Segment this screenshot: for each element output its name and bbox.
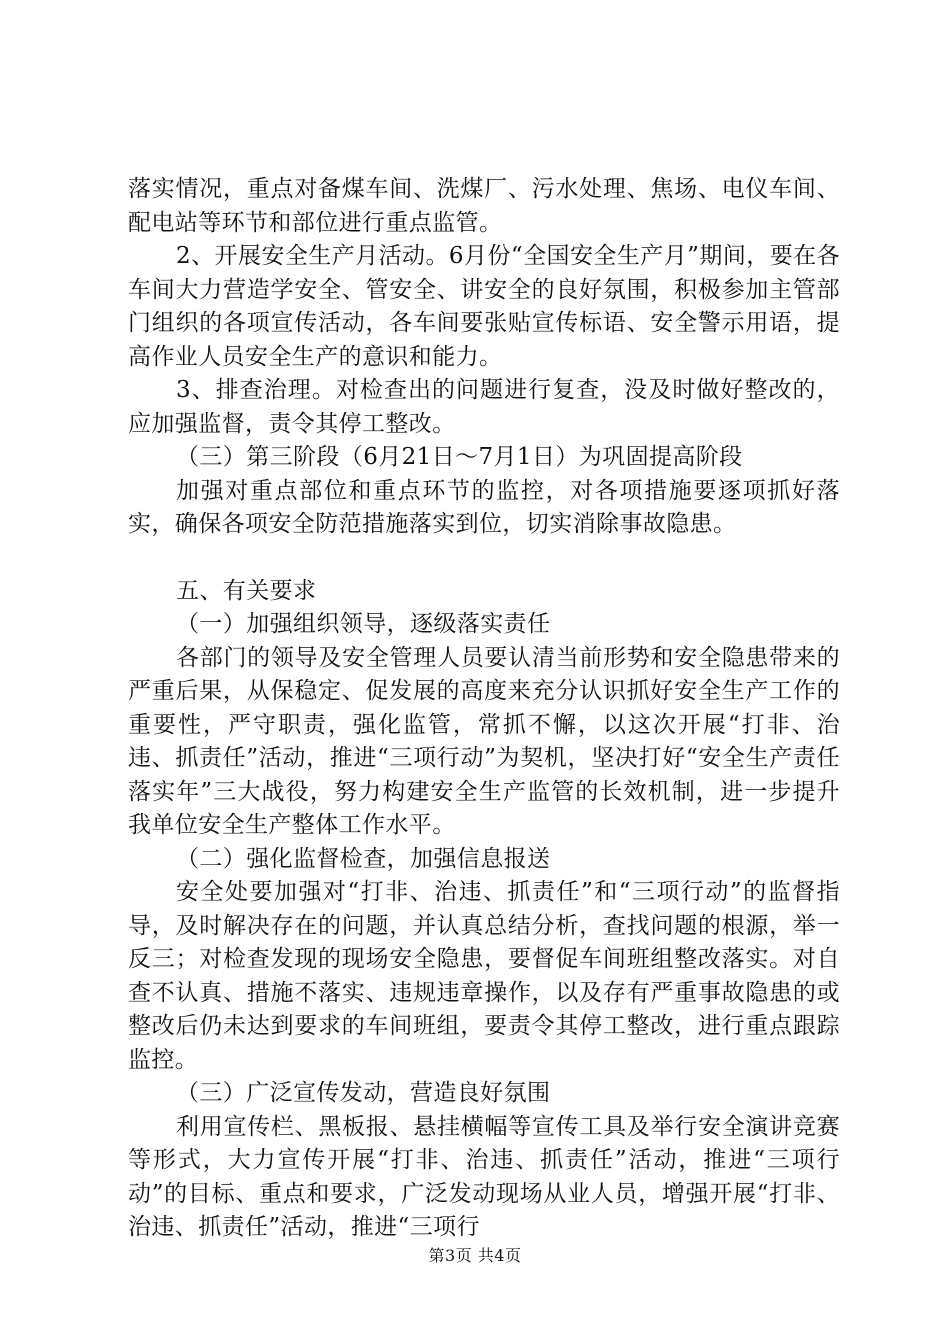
section-gap — [128, 542, 840, 575]
paragraph-3: 3、排查治理。对检查出的问题进行复查，没及时做好整改的，应加强监督，责令其停工整改。 — [128, 377, 840, 437]
page-number-footer: 第3页 共4页 — [428, 1246, 522, 1265]
paragraph-6: 安全处要加强对“打非、治违、抓责任”和“三项行动”的监督指导，及时解决存在的问题，并认真总结分析，查找问题的根源，举一反三；对检查发现的现场安全隐患，要督促车间班组整改落实。对自查不认真、措施不落实、违规违章操作，以及存有严重事故隐患的或整改后仍未达到要求的车间班组，要责令其停工整改，进行重点跟踪监控。 — [128, 879, 840, 1073]
section-heading: 五、有关要求 — [176, 577, 317, 604]
subheading-2: （二）强化监督检查，加强信息报送 — [176, 845, 551, 872]
paragraph-1: 落实情况，重点对备煤车间、洗煤厂、污水处理、焦场、电仪车间、配电站等环节和部位进行重点监管。 — [128, 176, 840, 236]
paragraph-7: 利用宣传栏、黑板报、悬挂横幅等宣传工具及举行安全演讲竞赛等形式，大力宣传开展“打非、治违、抓责任”活动，推进“三项行动”的目标、重点和要求，广泛发动现场从业人员，增强开展“打非、治违、抓责任”活动，推进“三项行 — [128, 1113, 840, 1240]
subheading-1: （一）加强组织领导，逐级落实责任 — [176, 611, 551, 637]
paragraph-4: 加强对重点部位和重点环节的监控，对各项措施要逐项抓好落实，确保各项安全防范措施落实到位，切实消除事故隐患。 — [128, 477, 840, 537]
document-body — [128, 173, 840, 1245]
paragraph-5: 各部门的领导及安全管理人员要认清当前形势和安全隐患带来的严重后果，从保稳定、促发展的高度来充分认识抓好安全生产工作的重要性，严守职责，强化监管，常抓不懈，以这次开展“打非、治违、抓责任”活动，推进“三项行动”为契机，坚决打好“安全生产责任落实年”三大战役，努力构建安全生产监管的长效机制，进一步提升我单位安全生产整体工作水平。 — [128, 644, 840, 838]
subheading-3: （三）广泛宣传发动，营造良好氛围 — [176, 1080, 551, 1106]
stage-three-heading: （三）第三阶段（6月21日～7月1日）为巩固提高阶段 — [176, 444, 743, 470]
paragraph-2: 2、开展安全生产月活动。6月份“全国安全生产月”期间，要在各车间大力营造学安全、管安全、讲安全的良好氛围，积极参加主管部门组织的各项宣传活动，各车间要张贴宣传标语、安全警示用语，提高作业人员安全生产的意识和能力。 — [128, 243, 840, 370]
